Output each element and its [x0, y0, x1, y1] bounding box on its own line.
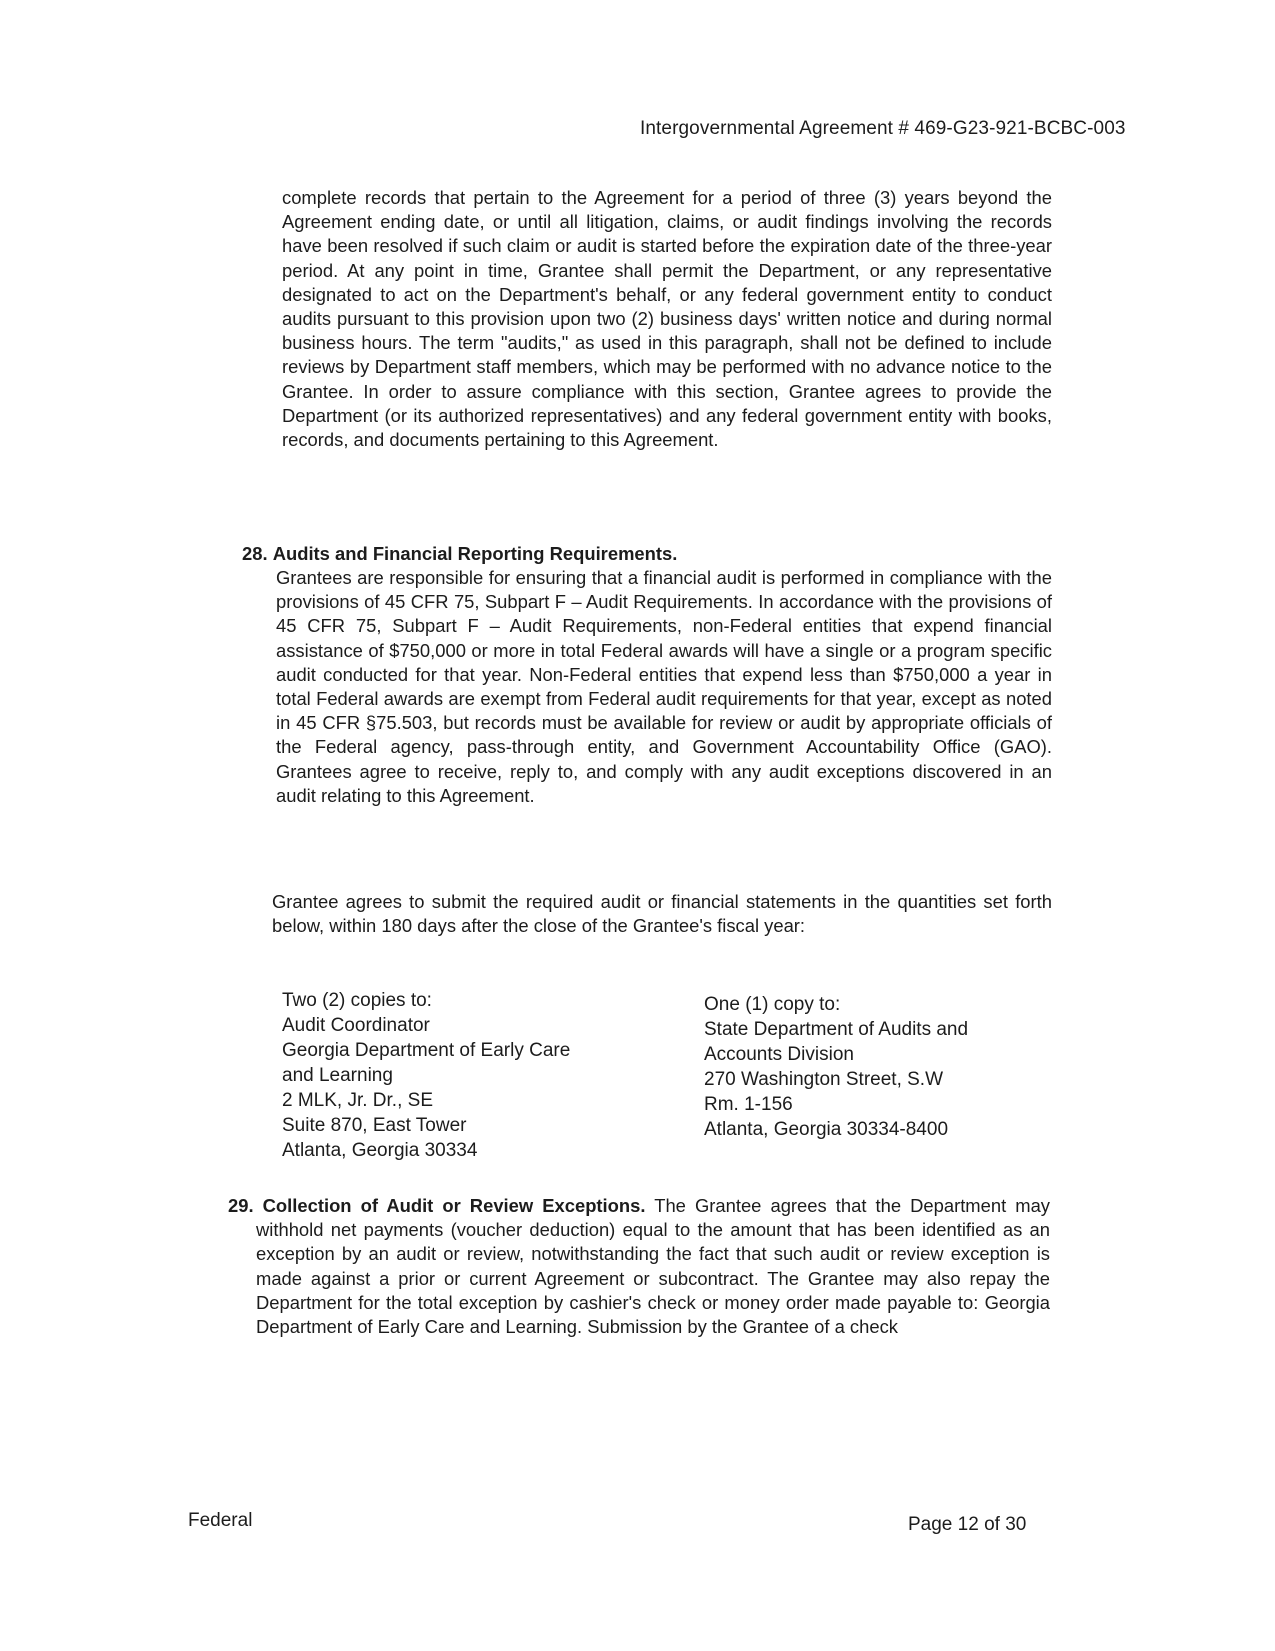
section-29: [228, 1194, 1050, 1339]
section-28-body: Grantees are responsible for ensuring that a financial audit is performed in compliance with the provisions of 45 CFR 75, Subpart F – Audit Requirements. In accordance with the provisions of 45 CFR 75, Subpart F – Audit Requirements, non-Federal entities that expend financial assistance of $750,000 or more in total Federal awards will have a single or a program specific audit conducted for that year. Non-Federal entities that expend less than $750,000 a year in total Federal awards are exempt from Federal audit requirements for that year, except as noted in 45 CFR §75.503, but records must be available for review or audit by appropriate officials of the Federal agency, pass-through entity, and Government Accountability Office (GAO). Grantees agree to receive, reply to, and comply with any audit exceptions discovered in an audit relating to this Agreement.: [276, 567, 1052, 806]
section-28-heading: [242, 542, 1062, 566]
address-line: Rm. 1-156: [704, 1094, 793, 1115]
agreement-number-header: Intergovernmental Agreement # 469-G23-921-BCBC-003: [640, 118, 1126, 139]
address-line: Accounts Division: [704, 1044, 854, 1065]
section-29-body: The Grantee agrees that the Department may withhold net payments (voucher deduction) equal to the amount that has been identified as an exception by an audit or review, notwithstanding the fact that such audit or review exception is made against a prior or current Agreement or subcontract. The Grantee may also repay the Department for the total exception by cashier's check or money order made payable to: Georgia Department of Early Care and Learning. Submission by the Grantee of a check: [256, 1195, 1050, 1338]
address-line: Audit Coordinator: [282, 1015, 430, 1036]
state-audits-address: [704, 992, 1044, 1142]
address-line: and Learning: [282, 1065, 393, 1086]
records-retention-paragraph: complete records that pertain to the Agreement for a period of three (3) years beyond the Agreement ending date, or until all litigation, claims, or audit findings involving the records have been resolved if such claim or audit is started before the expiration date of the three-year period. At any point in time, Grantee shall permit the Department, or any representative designated to act on the Department's behalf, or any federal government entity to conduct audits pursuant to this provision upon two (2) business days' written notice and during normal business hours. The term "audits," as used in this paragraph, shall not be defined to include reviews by Department staff members, which may be performed with no advance notice to the Grantee. In order to assure compliance with this section, Grantee agrees to provide the Department (or its authorized representatives) and any federal government entity with books, records, and documents pertaining to this Agreement.: [282, 187, 1052, 451]
section-28-title: Audits and Financial Reporting Requirements.: [272, 543, 678, 564]
address-line: Two (2) copies to:: [282, 990, 432, 1011]
address-line: State Department of Audits and: [704, 1019, 969, 1040]
page-number: Page 12 of 30: [908, 1514, 1027, 1535]
address-line: 270 Washington Street, S.W: [704, 1069, 944, 1090]
address-line: Atlanta, Georgia 30334: [282, 1140, 478, 1161]
address-line: Suite 870, East Tower: [282, 1115, 467, 1136]
section-28-submission-paragraph: Grantee agrees to submit the required audit or financial statements in the quantities set forth below, within 180 days after the close of the Grantee's fiscal year:: [272, 891, 1052, 937]
section-29-title: Collection of Audit or Review Exceptions.: [262, 1195, 646, 1216]
section-28-number: 28.: [242, 543, 268, 564]
audit-coordinator-address: [282, 988, 662, 1163]
address-line: One (1) copy to:: [704, 994, 841, 1015]
address-line: 2 MLK, Jr. Dr., SE: [282, 1090, 433, 1111]
footer-label: Federal: [188, 1510, 253, 1531]
address-line: Georgia Department of Early Care: [282, 1040, 571, 1061]
section-29-number: 29.: [228, 1195, 254, 1216]
section-29-paragraph: [228, 1194, 1050, 1339]
address-line: Atlanta, Georgia 30334-8400: [704, 1119, 949, 1140]
